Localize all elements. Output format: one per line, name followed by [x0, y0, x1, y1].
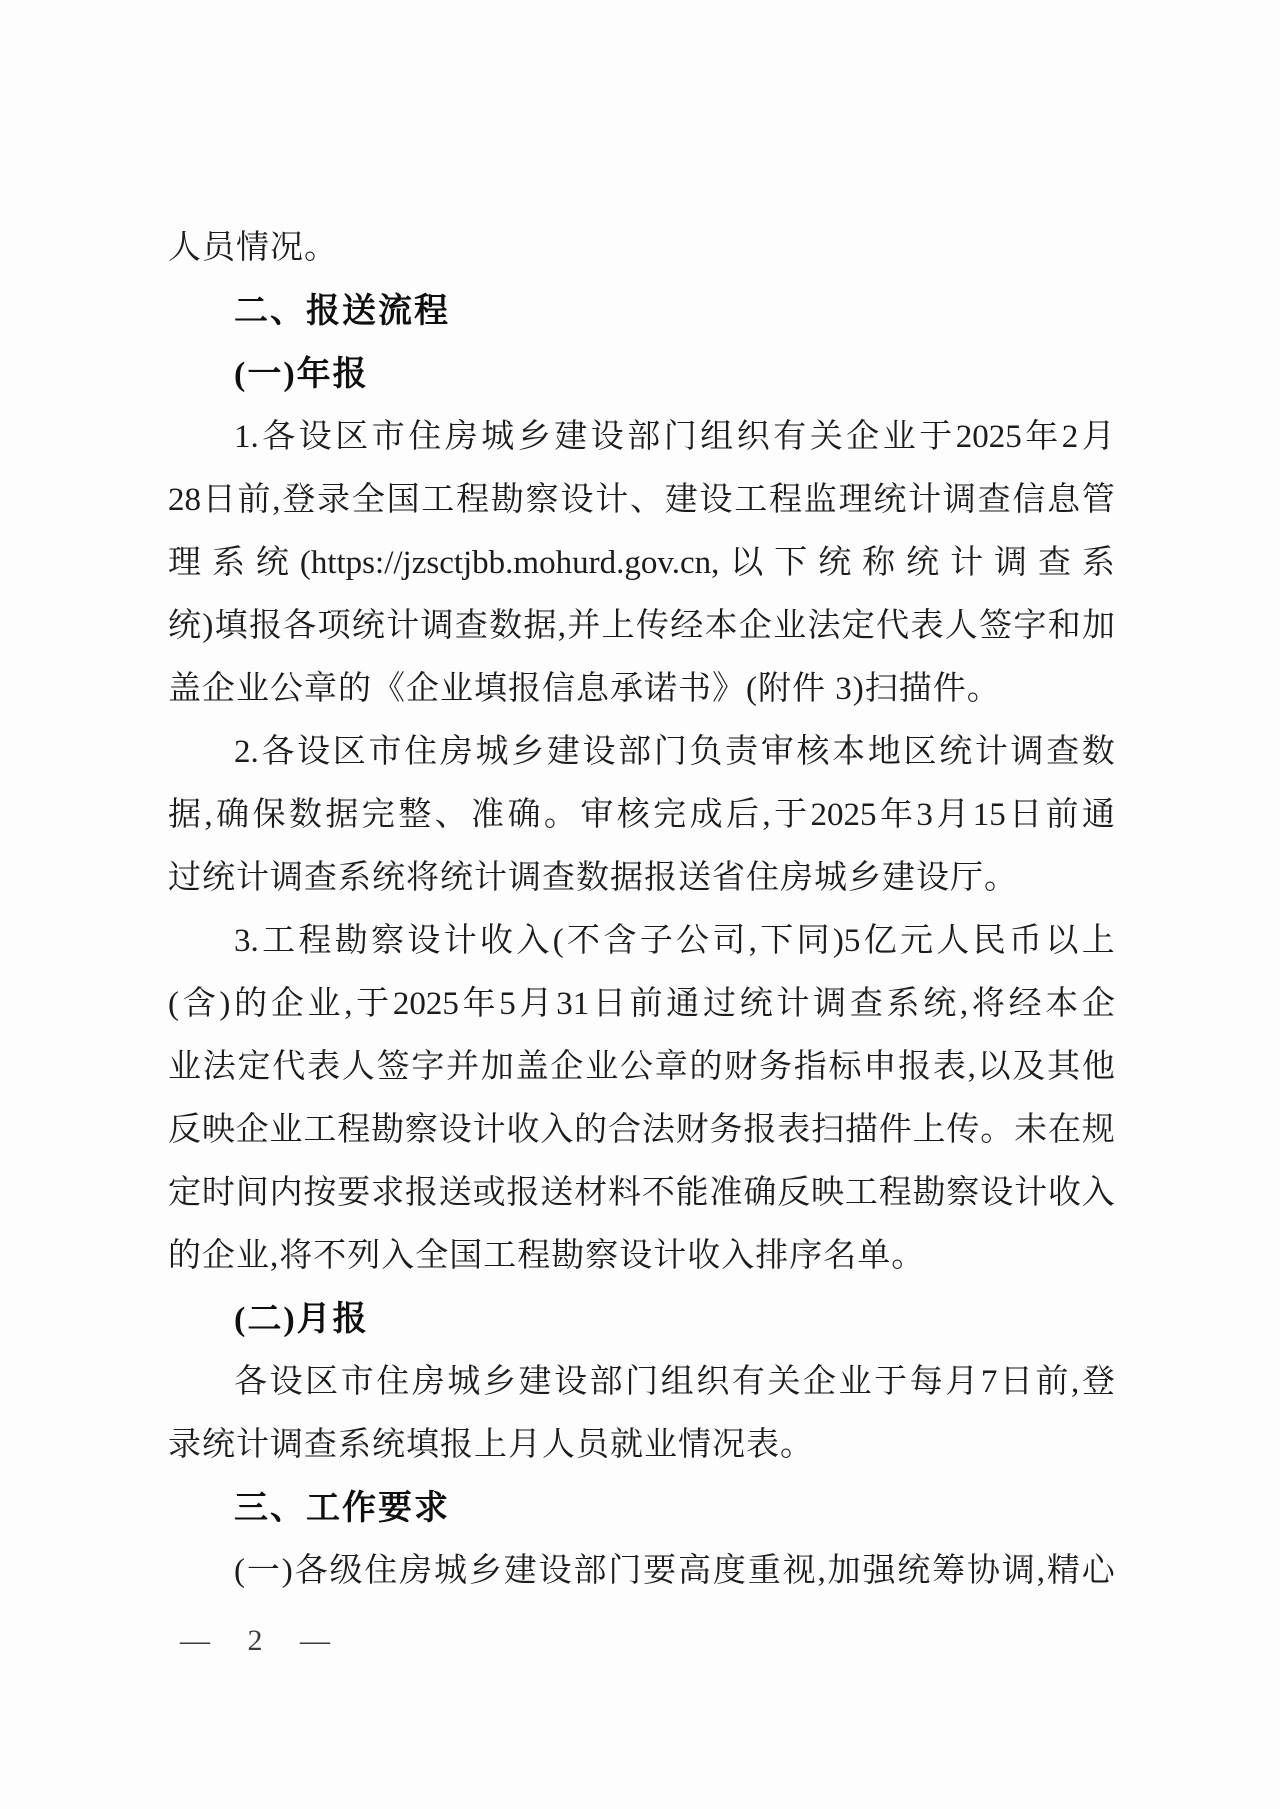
page-footer [180, 1609, 338, 1672]
text-line: 反 映 企 业 工 程 勘 察 设 计 收 入 的 合 法 财 务 报 表 扫 描 件 上 传 。 未 在 规 [168, 1112, 1115, 1148]
text-line: 1. 各 设 区 市 住 房 城 乡 建 设 部 门 组 织 有 关 企 业 于 2025 年 2 月 [234, 419, 1115, 455]
text-line: 人员情况。 [168, 230, 338, 266]
section-heading: 二、报送流程 [234, 292, 450, 330]
text-line: ( 一 ) 各 级 住 房 城 乡 建 设 部 门 要 高 度 重 视 , 加 强 统 筹 协 调 , 精 心 [234, 1553, 1115, 1589]
text-line: 据 , 确 保 数 据 完 整 、 准 确 。 审 核 完 成 后 , 于 2025 年 3 月 15 日 前 通 [168, 797, 1115, 833]
text-line: 的企业,将不列入全国工程勘察设计收入排序名单。 [168, 1238, 926, 1274]
text-line: 28 日 前 , 登 录 全 国 工 程 勘 察 设 计 、 建 设 工 程 监 理 统 计 调 查 信 息 管 [168, 482, 1115, 518]
text-line: 各 设 区 市 住 房 城 乡 建 设 部 门 组 织 有 关 企 业 于 每 月 7 日 前 , 登 [234, 1364, 1115, 1400]
text-line: 3. 工 程 勘 察 设 计 收 入 ( 不 含 子 公 司 , 下 同 )5 亿 元 人 民 币 以 上 [234, 923, 1115, 959]
text-line: 录统计调查系统填报上月人员就业情况表。 [168, 1427, 814, 1463]
section-heading: 三、工作要求 [234, 1489, 450, 1527]
text-line: 理 系 统 (https://jzsctjbb.mohurd.gov.cn, 以 下 统 称 统 计 调 查 系 [168, 545, 1115, 581]
text-line: 定 时 间 内 按 要 求 报 送 或 报 送 材 料 不 能 准 确 反 映 工 程 勘 察 设 计 收 入 [168, 1175, 1115, 1211]
page-number: — 2 — [180, 1624, 338, 1657]
section-heading: (二)月报 [234, 1301, 369, 1338]
section-heading: (一)年报 [234, 356, 369, 393]
document-body [168, 217, 1115, 1603]
text-line: 2. 各 设 区 市 住 房 城 乡 建 设 部 门 负 责 审 核 本 地 区 统 计 调 查 数 [234, 734, 1115, 770]
text-line: 业 法 定 代 表 人 签 字 并 加 盖 企 业 公 章 的 财 务 指 标 申 报 表 , 以 及 其 他 [168, 1049, 1115, 1085]
text-line: 盖企业公章的《企业填报信息承诺书》(附件 3)扫描件。 [168, 671, 1001, 707]
text-line: ( 含 ) 的 企 业 , 于 2025 年 5 月 31 日 前 通 过 统 计 调 查 系 统 , 将 经 本 企 [168, 986, 1115, 1022]
text-line: 统 ) 填 报 各 项 统 计 调 查 数 据 , 并 上 传 经 本 企 业 法 定 代 表 人 签 字 和 加 [168, 608, 1115, 644]
text-line: 过统计调查系统将统计调查数据报送省住房城乡建设厅。 [168, 860, 1018, 896]
